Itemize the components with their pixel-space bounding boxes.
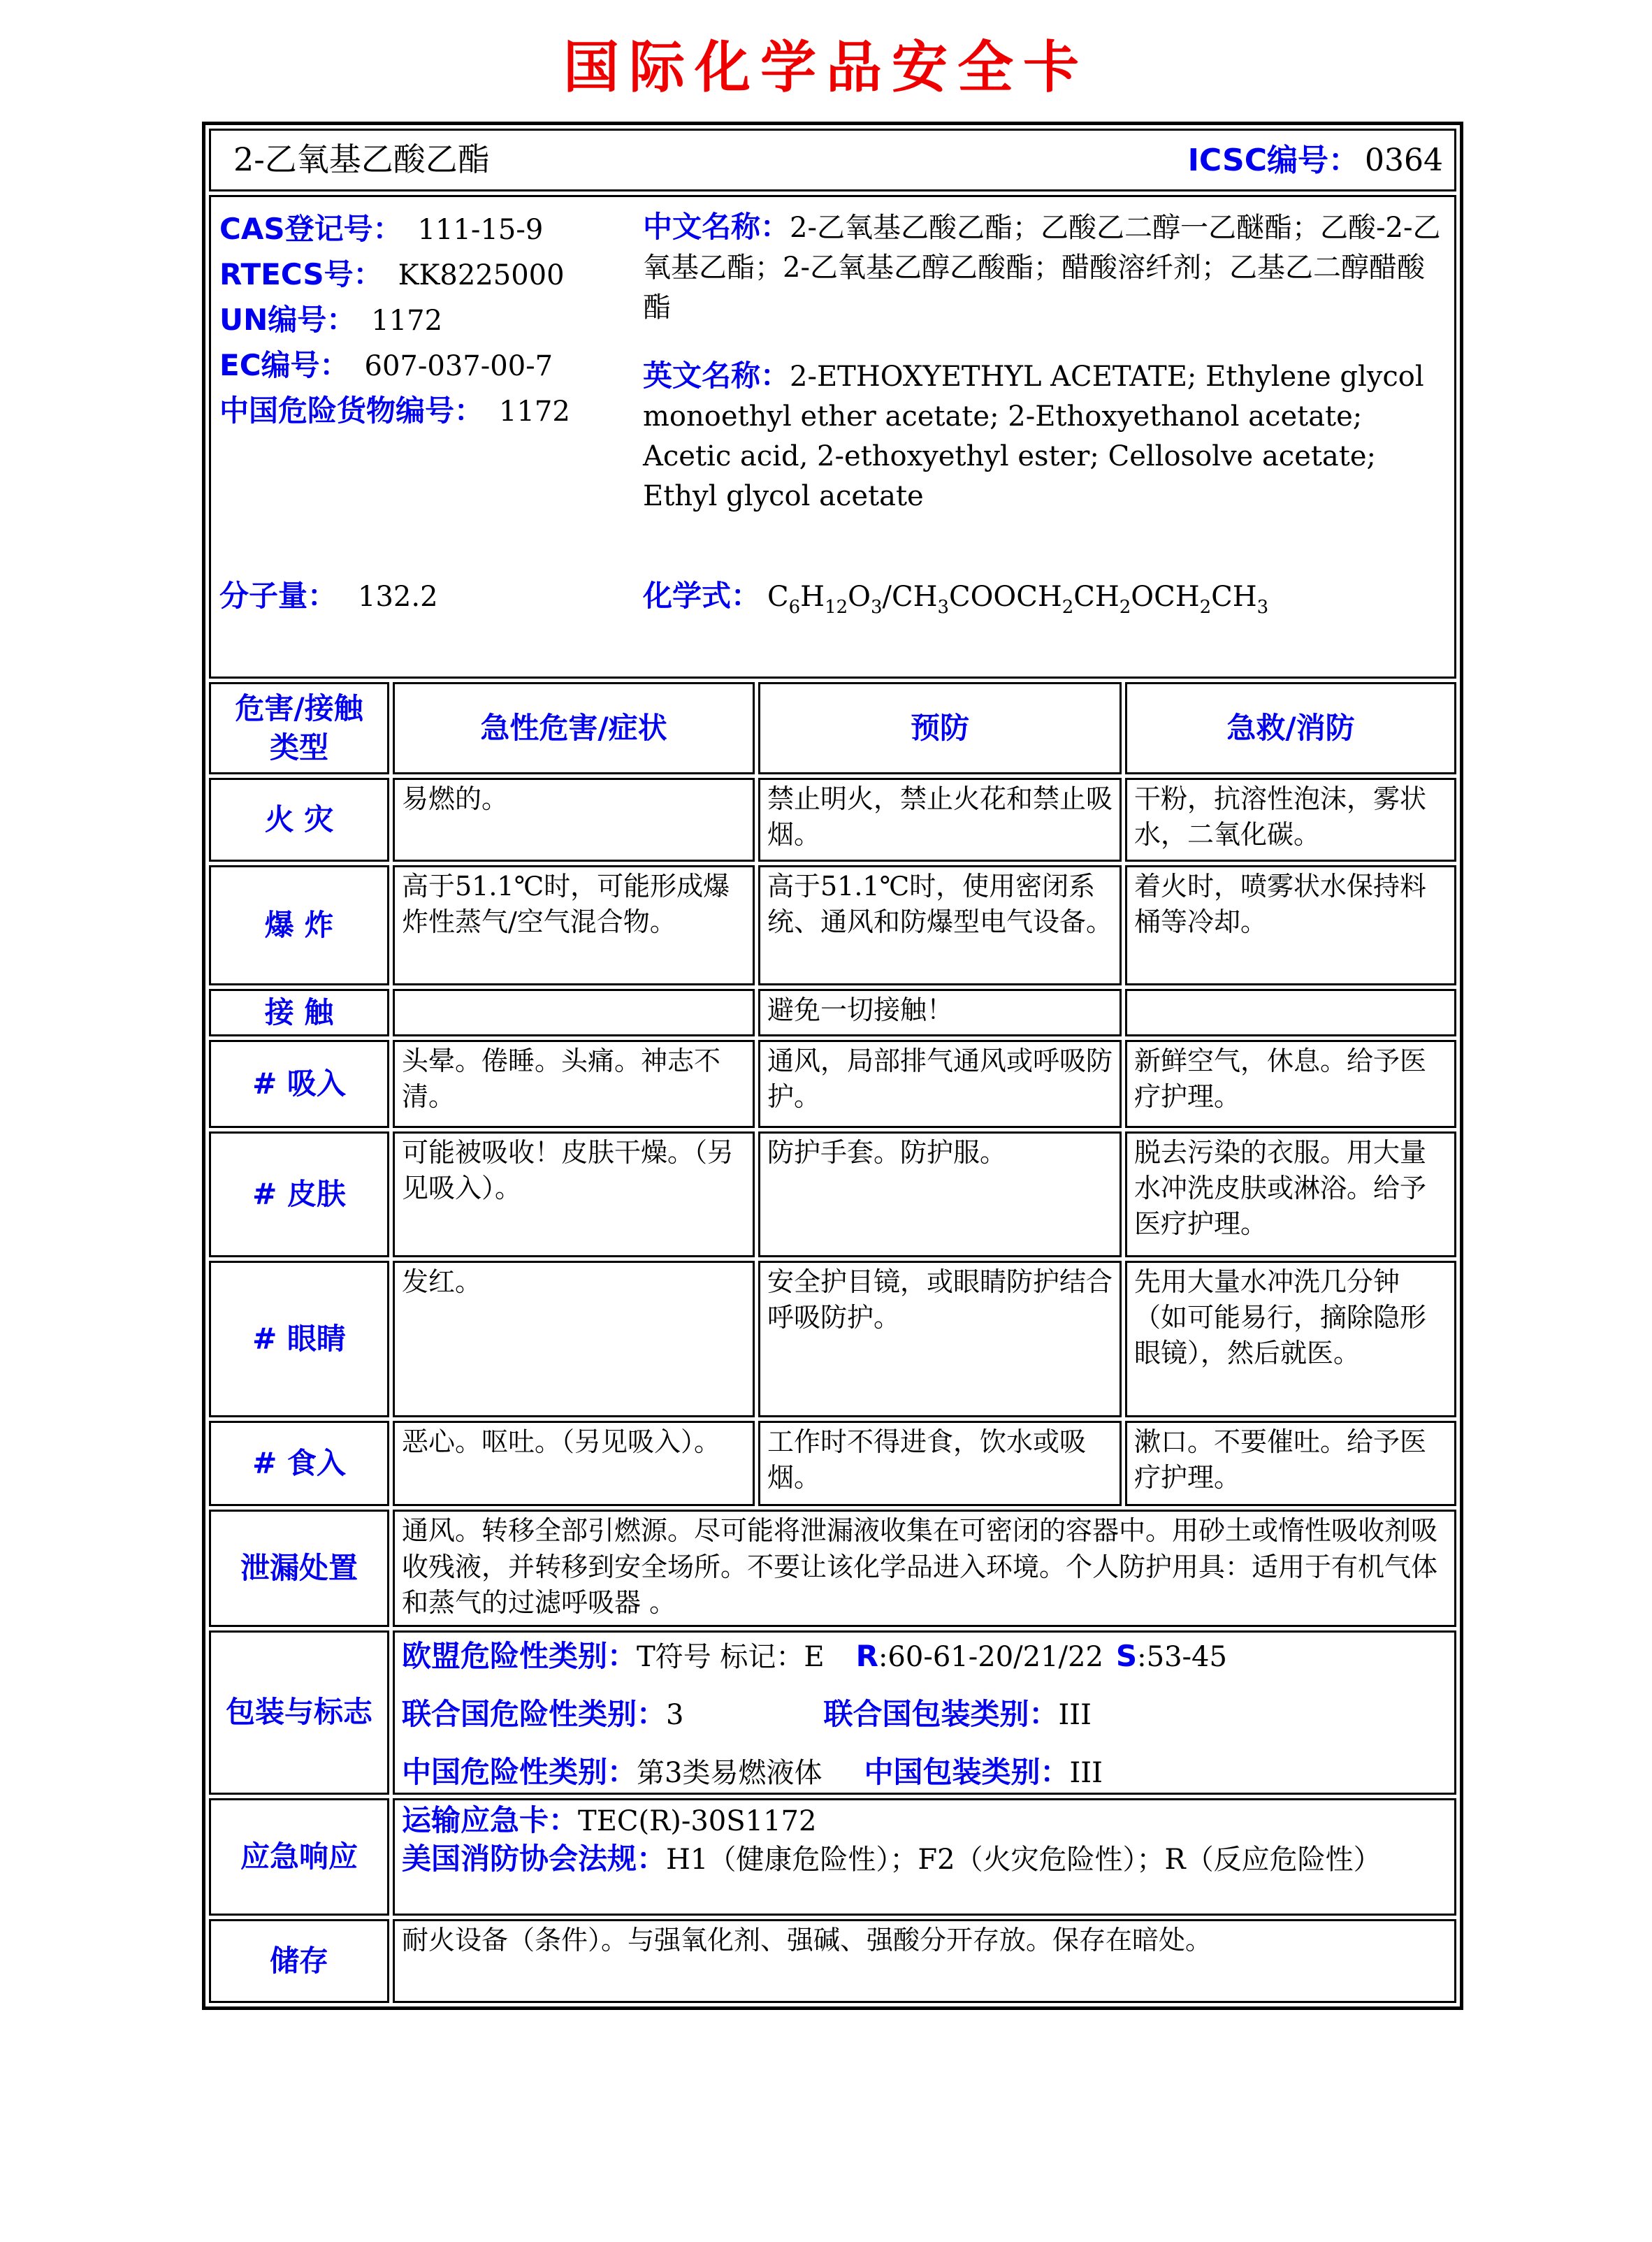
formula-sub: 3	[1256, 597, 1269, 618]
skin-firstaid: 脱去污染的衣服。用大量水冲洗皮肤或淋浴。给予医疗护理。	[1125, 1131, 1456, 1257]
icsc-label: ICSC编号：	[1187, 143, 1360, 179]
formula-sub: 3	[870, 597, 883, 618]
cas-label: CAS登记号：	[219, 212, 403, 246]
packaging-label: 包装与标志	[209, 1630, 389, 1795]
emergency-label: 应急响应	[209, 1798, 389, 1916]
eu-class-value: T符号 标记：E	[637, 1641, 825, 1673]
un-pack-value: III	[1058, 1699, 1092, 1731]
un-number-line	[219, 298, 643, 343]
ingestion-symptoms: 恶心。呕吐。（另见吸入）。	[393, 1421, 755, 1506]
china-dg-value: 1172	[499, 396, 570, 428]
chemical-formula-label: 化学式：	[643, 579, 761, 613]
tec-card-value: TEC(R)-30S1172	[578, 1805, 817, 1837]
ec-number-line	[219, 343, 643, 389]
formula-sub: 2	[1119, 597, 1131, 618]
cn-pack-label: 中国包装类别：	[864, 1755, 1070, 1789]
formula-part: CH	[1211, 581, 1257, 613]
cas-number-line	[219, 207, 643, 252]
un-label: UN编号：	[219, 303, 356, 337]
molecular-weight-label: 分子量：	[219, 579, 338, 613]
header-row	[209, 129, 1456, 191]
hazard-row-eyes	[209, 1261, 1456, 1417]
packaging-un-line	[402, 1696, 1447, 1733]
emergency-content	[393, 1798, 1456, 1916]
storage-label: 储存	[209, 1919, 389, 2003]
formula-part: CH	[1073, 581, 1120, 613]
cn-pack-value: III	[1069, 1757, 1103, 1789]
fire-prevention: 禁止明火，禁止火花和禁止吸烟。	[758, 778, 1122, 862]
icsc-number-field	[1188, 140, 1447, 182]
fire-symptoms: 易燃的。	[393, 778, 755, 862]
explosion-prevention: 高于51.1℃时，使用密闭系统、通风和防爆型电气设备。	[758, 865, 1122, 985]
r-phrase-value: :60-61-20/21/22	[878, 1641, 1103, 1673]
hazard-row-contact	[209, 989, 1456, 1036]
packaging-cn-line	[402, 1754, 1447, 1791]
hazard-row-inhalation	[209, 1040, 1456, 1128]
nfpa-value: H1（健康危险性）；F2（火灾危险性）；R（反应危险性）	[666, 1844, 1382, 1876]
contact-firstaid	[1125, 989, 1456, 1036]
chemical-formula-field	[643, 577, 1446, 620]
hazard-row-fire	[209, 778, 1456, 862]
spill-label: 泄漏处置	[209, 1510, 389, 1627]
nfpa-line	[402, 1840, 1447, 1879]
header-cell	[209, 129, 1456, 191]
molecular-weight-value: 132.2	[358, 581, 438, 613]
hazard-table-header-row	[209, 682, 1456, 774]
hazard-row-explosion	[209, 865, 1456, 985]
ingestion-prevention: 工作时不得进食，饮水或吸烟。	[758, 1421, 1122, 1506]
molecular-weight-field	[219, 577, 643, 616]
un-class-value: 3	[666, 1699, 684, 1731]
skin-symptoms: 可能被吸收！皮肤干燥。（另见吸入）。	[393, 1131, 755, 1257]
eu-class-label: 欧盟危险性类别：	[402, 1639, 637, 1673]
skin-type-label: # 皮肤	[209, 1131, 389, 1257]
formula-part: O	[848, 581, 871, 613]
ingestion-type-label: # 食入	[209, 1421, 389, 1506]
rtecs-value: KK8225000	[398, 259, 565, 291]
header-hazard-type	[209, 682, 389, 774]
explosion-symptoms: 高于51.1℃时，可能形成爆炸性蒸气/空气混合物。	[393, 865, 755, 985]
english-names	[643, 356, 1446, 516]
s-phrase-label: S	[1115, 1639, 1138, 1673]
tec-card-line	[402, 1802, 1447, 1840]
molecular-row	[219, 577, 1446, 620]
info-cell	[209, 195, 1456, 679]
packaging-eu-line	[402, 1638, 1447, 1675]
hazard-row-skin	[209, 1131, 1456, 1257]
inhalation-firstaid: 新鲜空气，休息。给予医疗护理。	[1125, 1040, 1456, 1128]
formula-sub: 2	[1199, 597, 1212, 618]
nfpa-label: 美国消防协会法规：	[402, 1842, 667, 1876]
s-phrase-value: :53-45	[1137, 1641, 1227, 1673]
fire-type-label: 火 灾	[209, 778, 389, 862]
contact-prevention: 避免一切接触！	[758, 989, 1122, 1036]
header-hazard-type-line2: 类型	[269, 730, 328, 765]
chemical-name: 2-乙氧基乙酸乙酯	[233, 140, 490, 179]
skin-prevention: 防护手套。防护服。	[758, 1131, 1122, 1257]
chinese-names	[643, 207, 1446, 328]
eyes-type-label: # 眼睛	[209, 1261, 389, 1417]
formula-part: H	[800, 581, 825, 613]
explosion-type-label: 爆 炸	[209, 865, 389, 985]
formula-sub: 3	[937, 597, 950, 618]
header-firstaid: 急救/消防	[1125, 682, 1456, 774]
english-names-value: 2-ETHOXYETHYL ACETATE; Ethylene glycol monoethyl ether acetate; 2-Ethoxyethanol acetate; Acetic acid, 2-ethoxyethyl ester; Cellosolve acetate; Ethyl glycol acetate	[643, 361, 1424, 512]
un-value: 1172	[371, 305, 443, 337]
page-title: 国际化学品安全卡	[563, 34, 1089, 100]
chemical-formula-value	[767, 581, 1269, 618]
section-row-storage	[209, 1919, 1456, 2003]
explosion-firstaid: 着火时，喷雾状水保持料桶等冷却。	[1125, 865, 1456, 985]
ec-value: 607-037-00-7	[364, 350, 553, 382]
english-names-label: 英文名称：	[643, 359, 790, 393]
eyes-firstaid: 先用大量水冲洗几分钟（如可能易行，摘除隐形眼镜），然后就医。	[1125, 1261, 1456, 1417]
storage-text: 耐火设备（条件）。与强氧化剂、强碱、强酸分开存放。保存在暗处。	[393, 1919, 1456, 2003]
info-row	[209, 195, 1456, 679]
ingestion-firstaid: 漱口。不要催吐。给予医疗护理。	[1125, 1421, 1456, 1506]
ec-label: EC编号：	[219, 348, 349, 382]
r-phrase-label: R	[855, 1639, 878, 1673]
eyes-prevention: 安全护目镜，或眼睛防护结合呼吸防护。	[758, 1261, 1122, 1417]
contact-type-label: 接 触	[209, 989, 389, 1036]
formula-sub: 6	[788, 597, 801, 618]
contact-symptoms	[393, 989, 755, 1036]
cn-class-label: 中国危险性类别：	[402, 1755, 637, 1789]
spill-text: 通风。转移全部引燃源。尽可能将泄漏液收集在可密闭的容器中。用砂土或惰性吸收剂吸收残液，并转移到安全场所。不要让该化学品进入环境。个人防护用具：适用于有机气体和蒸气的过滤呼吸器 。	[393, 1510, 1456, 1627]
formula-part: C	[767, 581, 789, 613]
icsc-value: 0364	[1365, 143, 1444, 179]
section-row-emergency	[209, 1798, 1456, 1916]
tec-card-label: 运输应急卡：	[402, 1803, 579, 1837]
formula-part: COOCH	[949, 581, 1062, 613]
section-row-packaging	[209, 1630, 1456, 1795]
fire-firstaid: 干粉，抗溶性泡沫，雾状水，二氧化碳。	[1125, 778, 1456, 862]
china-dg-label: 中国危险货物编号：	[219, 393, 484, 428]
rtecs-label: RTECS号：	[219, 257, 383, 291]
cn-class-value: 第3类易燃液体	[637, 1757, 823, 1789]
formula-sub: 2	[1062, 597, 1074, 618]
header-prevention: 预防	[758, 682, 1122, 774]
chinese-names-value: 2-乙氧基乙酸乙酯；乙酸乙二醇一乙醚酯；乙酸-2-乙氧基乙酯；2-乙氧基乙醇乙酸酯；醋酸溶纤剂；乙基乙二醇醋酸酯	[643, 212, 1441, 324]
header-hazard-type-line1: 危害/接触	[235, 691, 363, 725]
formula-part: OCH	[1131, 581, 1200, 613]
inhalation-type-label: # 吸入	[209, 1040, 389, 1128]
formula-sub: 12	[825, 597, 848, 618]
un-pack-label: 联合国包装类别：	[823, 1697, 1059, 1731]
packaging-content	[393, 1630, 1456, 1795]
chinese-names-label: 中文名称：	[643, 210, 790, 244]
un-class-label: 联合国危险性类别：	[402, 1697, 667, 1731]
header-symptoms: 急性危害/症状	[393, 682, 755, 774]
cas-value: 111-15-9	[417, 214, 544, 246]
names-block	[643, 207, 1446, 516]
identifier-block	[219, 207, 643, 516]
eyes-symptoms: 发红。	[393, 1261, 755, 1417]
inhalation-prevention: 通风，局部排气通风或呼吸防护。	[758, 1040, 1122, 1128]
hazard-row-ingestion	[209, 1421, 1456, 1506]
safety-card-table	[202, 122, 1463, 2010]
formula-part: /CH	[882, 581, 938, 613]
section-row-spill	[209, 1510, 1456, 1627]
rtecs-number-line	[219, 252, 643, 298]
china-dg-number-line	[219, 389, 643, 434]
inhalation-symptoms: 头晕。倦睡。头痛。神志不清。	[393, 1040, 755, 1128]
